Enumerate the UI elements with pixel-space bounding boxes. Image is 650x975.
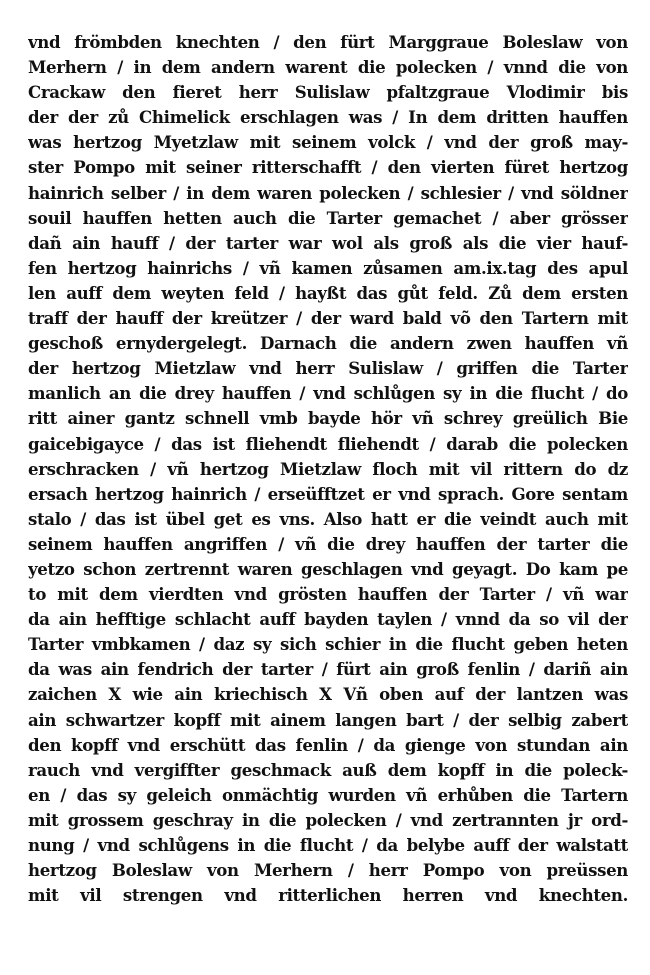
- text-line: da ain hefftige schlacht auff bayden taylen / vnnd da so vil der: [28, 609, 628, 630]
- text-line: seinem hauffen angriffen / vñ die drey hauffen der tarter die: [28, 533, 628, 554]
- text-line: hertzog Boleslaw von Merhern / herr Pompo von preüssen: [28, 860, 628, 881]
- text-line: geschoß ernydergelegt. Darnach die andern zwen hauffen vñ: [28, 333, 628, 354]
- text-line: rauch vnd vergiffter geschmack auß dem kopff in die poleck-: [28, 759, 628, 780]
- blackletter-text-block: [28, 30, 628, 908]
- text-line: da was ain fendrich der tarter / fürt ain groß fenlin / dariñ ain: [28, 659, 628, 680]
- text-line: mit vil strengen vnd ritterlichen herren vnd knechten.: [28, 885, 628, 906]
- text-line: Crackaw den fieret herr Sulislaw pfaltzgraue Vlodimir bis: [28, 82, 628, 103]
- text-line: len auff dem weyten feld / hayßt das gůt feld. Zů dem ersten: [28, 282, 628, 303]
- text-line: dañ ain hauff / der tarter war wol als groß als die vier hauf-: [28, 232, 628, 253]
- text-line: ritt ainer gantz schnell vmb bayde hör vñ schrey greülich Bie: [28, 408, 628, 429]
- text-line: nung / vnd schlůgens in die flucht / da belybe auff der walstatt: [28, 835, 628, 855]
- text-line: ersach hertzog hainrich / erseüfftzet er vnd sprach. Gore sentam: [28, 483, 628, 504]
- text-line: fen hertzog hainrichs / vñ kamen zůsamen am.ix.tag des apul: [28, 257, 628, 278]
- text-line: was hertzog Myetzlaw mit seinem volck / vnd der groß may-: [28, 132, 628, 153]
- text-line: ain schwartzer kopff mit ainem langen bart / der selbig zabert: [28, 709, 628, 730]
- text-line: yetzo schon zertrennt waren geschlagen vnd geyagt. Do kam pe: [28, 558, 628, 579]
- text-line: der der zů Chimelick erschlagen was / In dem dritten hauffen: [28, 107, 628, 128]
- text-line: hainrich selber / in dem waren polecken / schlesier / vnd söldner: [28, 182, 628, 203]
- text-line: traff der hauff der kreützer / der ward bald võ den Tartern mit: [28, 308, 628, 329]
- text-line: den kopff vnd erschütt das fenlin / da gienge von stundan ain: [28, 734, 628, 755]
- text-line: to mit dem vierdten vnd grösten hauffen der Tarter / vñ war: [28, 584, 628, 605]
- text-line: Tarter vmbkamen / daz sy sich schier in die flucht geben heten: [28, 634, 628, 655]
- text-line: mit grossem geschray in die polecken / vnd zertrannten jr ord-: [28, 809, 628, 830]
- text-line: Merhern / in dem andern warent die polecken / vnnd die von: [28, 57, 628, 78]
- text-line: stalo / das ist übel get es vns. Also hatt er die veindt auch mit: [28, 508, 628, 529]
- text-line: en / das sy geleich onmächtig wurden vñ erhůben die Tartern: [28, 784, 628, 805]
- text-line: vnd frömbden knechten / den fürt Marggraue Boleslaw von: [28, 32, 628, 52]
- text-line: manlich an die drey hauffen / vnd schlůgen sy in die flucht / do: [28, 383, 628, 404]
- text-line: ster Pompo mit seiner ritterschafft / den vierten füret hertzog: [28, 157, 628, 178]
- text-line: der hertzog Mietzlaw vnd herr Sulislaw / griffen die Tarter: [28, 358, 628, 379]
- text-line: zaichen X wie ain kriechisch X Vñ oben auf der lantzen was: [28, 684, 628, 705]
- text-line: erschracken / vñ hertzog Mietzlaw floch mit vil rittern do dz: [28, 458, 628, 479]
- text-line: souil hauffen hetten auch die Tarter gemachet / aber grösser: [28, 207, 628, 228]
- text-line: gaicebigayce / das ist fliehendt fliehendt / darab die polecken: [28, 433, 628, 454]
